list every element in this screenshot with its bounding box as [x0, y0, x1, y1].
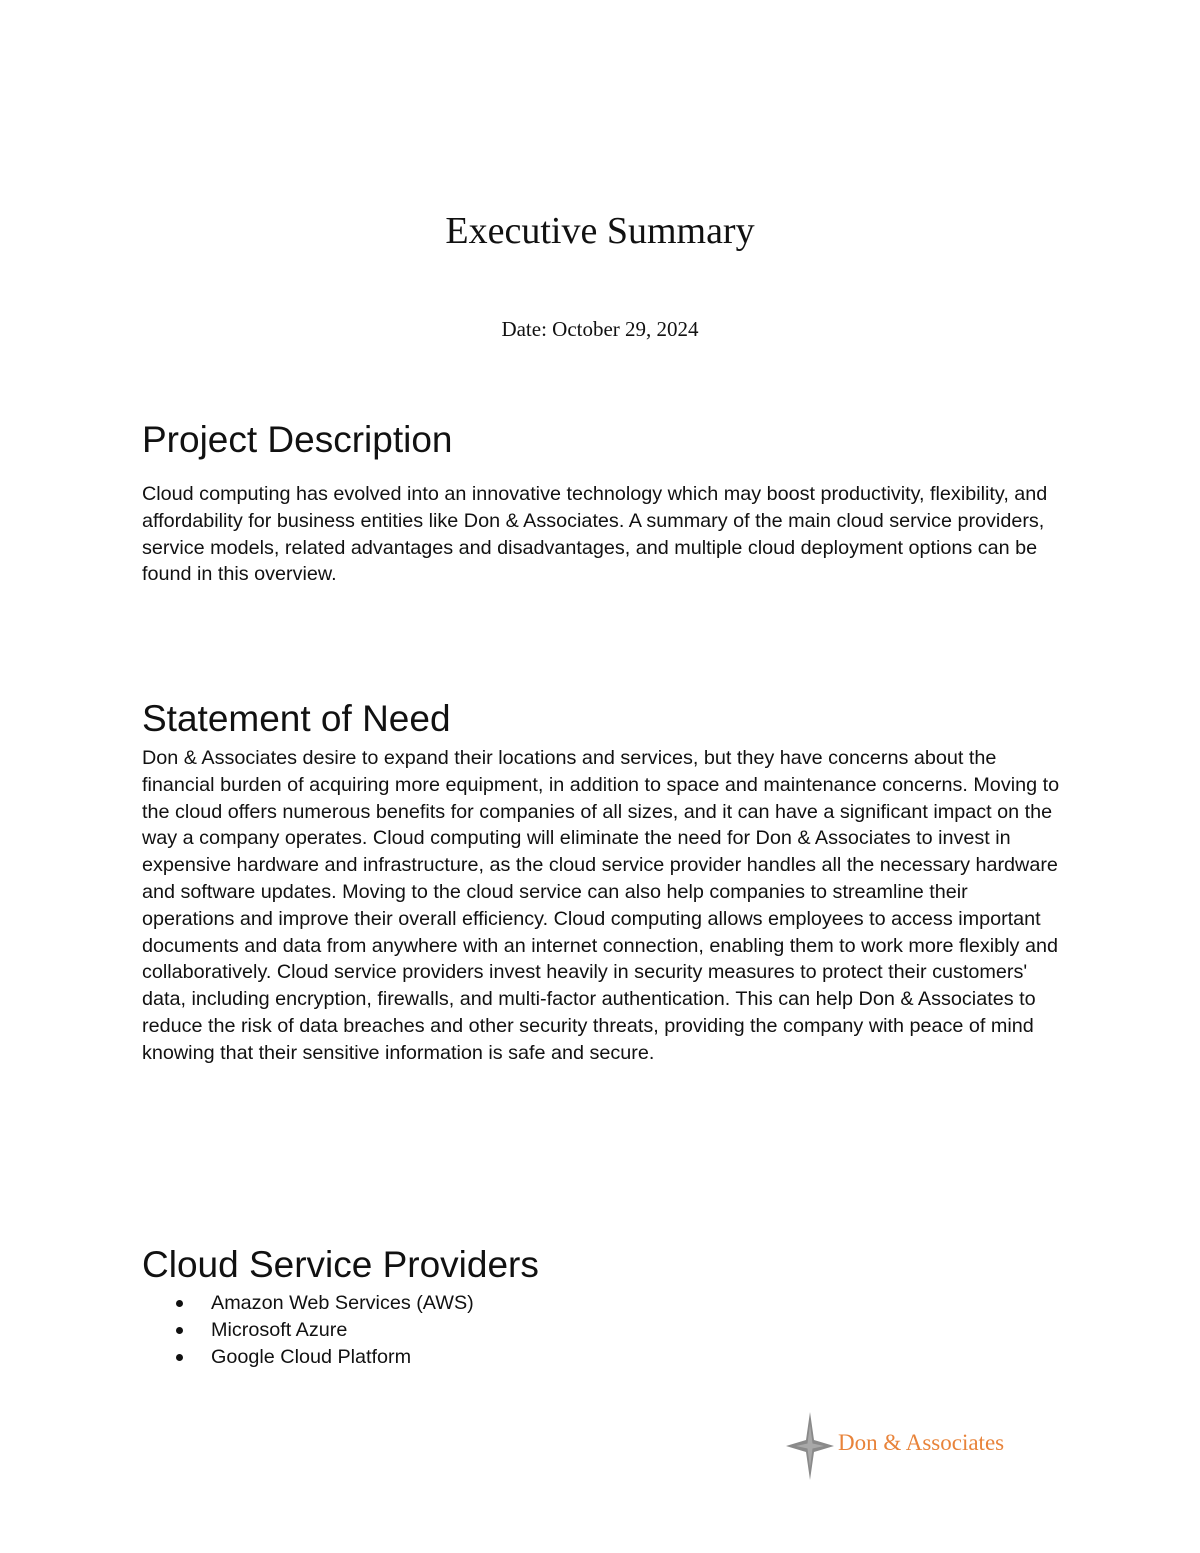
list-item: [142, 1344, 474, 1371]
bullet-icon: [176, 1300, 183, 1307]
heading-statement-of-need: Statement of Need: [142, 698, 451, 739]
company-logo: [784, 1410, 1044, 1482]
project-description-body: Cloud computing has evolved into an innovative technology which may boost productivity, flexibility, and affordability for business entities like Don & Associates. A summary of the main cloud service providers, service models, related advantages and disadvantages, and multiple cloud deployment options can be found in this overview.: [142, 483, 1048, 586]
heading-project-description: Project Description: [142, 419, 453, 460]
list-item-label: Microsoft Azure: [211, 1318, 348, 1341]
list-item-label: Amazon Web Services (AWS): [211, 1292, 474, 1314]
document-date: Date: October 29, 2024: [501, 317, 699, 341]
bullet-icon: [176, 1327, 183, 1334]
document-title: Executive Summary: [445, 210, 755, 252]
list-item: [142, 1290, 474, 1317]
list-item-label: Google Cloud Platform: [211, 1345, 412, 1368]
bullet-icon: [176, 1354, 183, 1361]
logo-text: Don & Associates: [838, 1430, 1005, 1455]
statement-of-need-body: Don & Associates desire to expand their locations and services, but they have concerns about the financial burden of acquiring more equipment, in addition to space and maintenance concerns. Moving to the cloud offers numerous benefits for companies of all sizes, and it can have a significant impact on the way a company operates. Cloud computing will eliminate the need for Don & Associates to invest in expensive hardware and infrastructure, as the cloud service provider handles all the necessary hardware and software updates. Moving to the cloud service can also help companies to streamline their operations and improve their overall efficiency. Cloud computing allows employees to access important documents and data from anywhere with an internet connection, enabling them to work more flexibly and collaboratively. Cloud service providers invest heavily in security measures to protect their customers' data, including encryption, firewalls, and multi-factor authentication. This can help Don & Associates to reduce the risk of data breaches and other security threats, providing the company with peace of mind knowing that their sensitive information is safe and secure.: [142, 747, 1060, 1064]
cloud-provider-list: [142, 1290, 474, 1370]
heading-cloud-service-providers: Cloud Service Providers: [142, 1244, 539, 1285]
list-item: [142, 1317, 474, 1344]
four-point-star-icon: [784, 1410, 836, 1482]
